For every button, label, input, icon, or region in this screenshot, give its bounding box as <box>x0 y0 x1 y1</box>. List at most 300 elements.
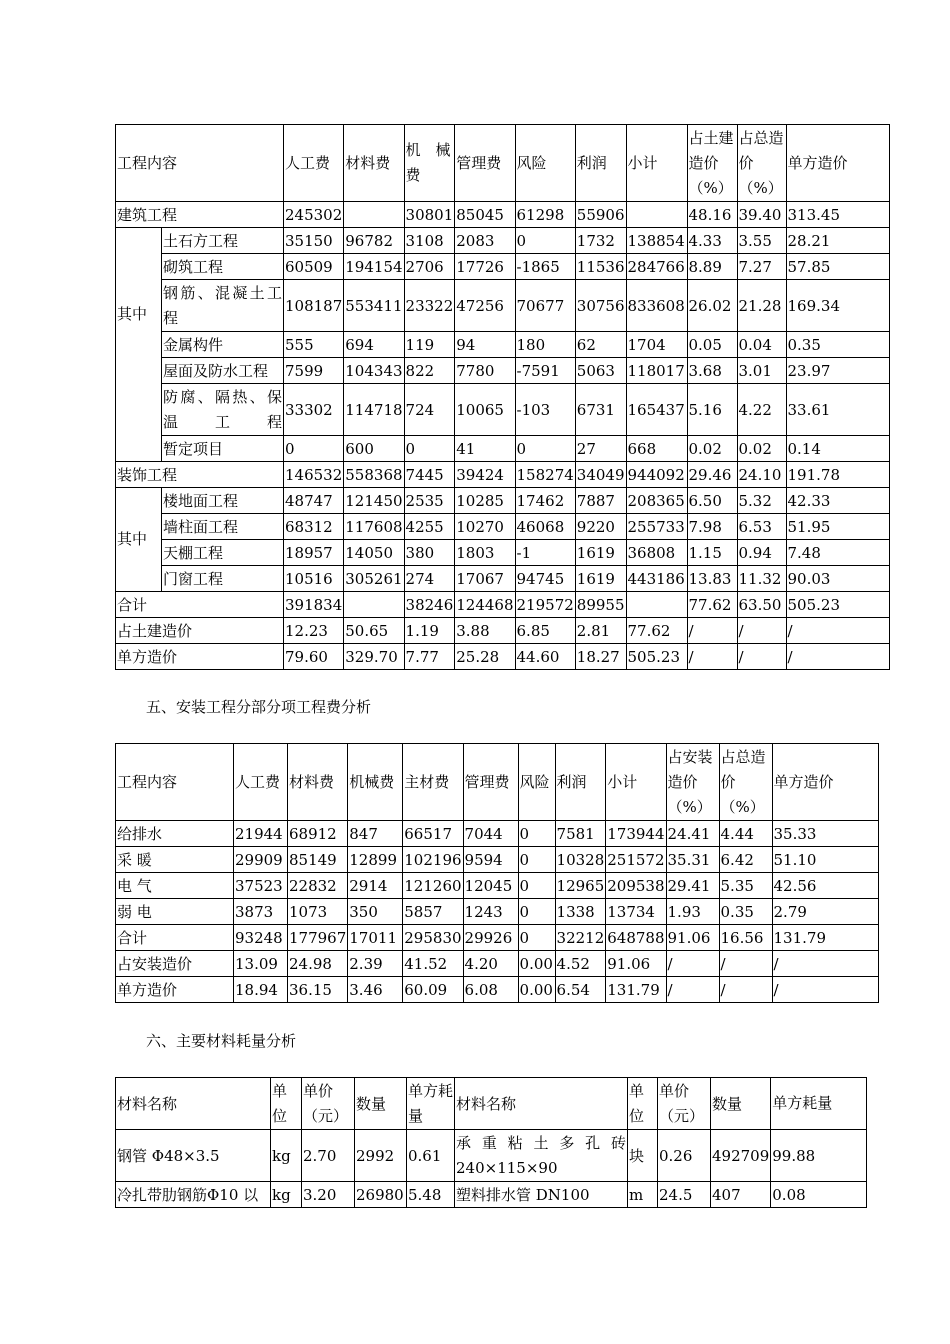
cell: 26.02 <box>687 280 737 332</box>
cell: 36808 <box>626 540 687 566</box>
cell: 10516 <box>284 566 344 592</box>
cell: 2992 <box>355 1130 407 1182</box>
cell: 245302 <box>284 202 344 228</box>
header-per-m2: 单方耗量 <box>407 1078 455 1130</box>
cell: 3.01 <box>737 358 786 384</box>
cell: 1.93 <box>666 899 719 925</box>
cell: 24.98 <box>288 951 348 977</box>
table-header-row <box>116 125 890 202</box>
header-risk: 风险 <box>518 744 555 821</box>
cell: 3.88 <box>455 618 515 644</box>
cell: 合计 <box>116 592 284 618</box>
cell: 钢管 Φ48×3.5 <box>116 1130 271 1182</box>
table-row <box>116 254 890 280</box>
cell: 93248 <box>234 925 288 951</box>
cell: 38246 <box>404 592 455 618</box>
cell: 124468 <box>455 592 515 618</box>
table-row <box>116 618 890 644</box>
table-row <box>116 847 879 873</box>
cell: 13.83 <box>687 566 737 592</box>
cell: 10285 <box>455 488 515 514</box>
cell <box>344 592 404 618</box>
cell: 305261 <box>344 566 404 592</box>
cell: 暂定项目 <box>162 436 284 462</box>
cell: 1619 <box>575 566 626 592</box>
cell: 5.16 <box>687 384 737 436</box>
cell: 94 <box>455 332 515 358</box>
header-profit: 利润 <box>575 125 626 202</box>
table-row <box>116 384 890 436</box>
cell: 77.62 <box>687 592 737 618</box>
cell: 68312 <box>284 514 344 540</box>
cell: / <box>786 644 889 670</box>
cell: 土石方工程 <box>162 228 284 254</box>
cell: 96782 <box>344 228 404 254</box>
cell: 22832 <box>288 873 348 899</box>
table-row <box>116 644 890 670</box>
header-material: 材料费 <box>288 744 348 821</box>
cell: 694 <box>344 332 404 358</box>
cell: 墙柱面工程 <box>162 514 284 540</box>
cell: 46068 <box>515 514 575 540</box>
cell: 274 <box>404 566 455 592</box>
cell: 668 <box>626 436 687 462</box>
header-management: 管理费 <box>463 744 518 821</box>
cell: 7780 <box>455 358 515 384</box>
cell: 0.61 <box>407 1130 455 1182</box>
cell: 79.60 <box>284 644 344 670</box>
cell: 99.88 <box>771 1130 867 1182</box>
cell: 407 <box>711 1182 771 1208</box>
table-row <box>116 202 890 228</box>
cell: 4.52 <box>555 951 606 977</box>
cell: 承重粘土多孔砖 240×115×90 <box>455 1130 628 1182</box>
cell: 29909 <box>234 847 288 873</box>
table-row <box>116 358 890 384</box>
cell: 23.97 <box>786 358 889 384</box>
header-unit-price: 单方造价 <box>772 744 878 821</box>
cell: 329.70 <box>344 644 404 670</box>
cell: 0.08 <box>771 1182 867 1208</box>
table-row <box>116 899 879 925</box>
cell: 0.35 <box>786 332 889 358</box>
cell: 85149 <box>288 847 348 873</box>
cell: 0 <box>515 436 575 462</box>
cell: 48.16 <box>687 202 737 228</box>
cell: 18.94 <box>234 977 288 1003</box>
table-row <box>116 280 890 332</box>
cell: 108187 <box>284 280 344 332</box>
cell: 505.23 <box>626 644 687 670</box>
cell: / <box>737 618 786 644</box>
cell: 冷扎带肋钢筋Φ10 以 <box>116 1182 271 1208</box>
cell: 4.20 <box>463 951 518 977</box>
cell: 219572 <box>515 592 575 618</box>
cell: 10270 <box>455 514 515 540</box>
cell: 32212 <box>555 925 606 951</box>
header-material-name-2: 材料名称 <box>455 1078 628 1130</box>
cell: 117608 <box>344 514 404 540</box>
cell: 6.08 <box>463 977 518 1003</box>
cell: kg <box>271 1130 302 1182</box>
header-machine: 机械费 <box>348 744 403 821</box>
cell: 1619 <box>575 540 626 566</box>
cell: 350 <box>348 899 403 925</box>
header-profit: 利润 <box>555 744 606 821</box>
cell: 塑料排水管 DN100 <box>455 1182 628 1208</box>
table-row <box>116 540 890 566</box>
header-labor: 人工费 <box>234 744 288 821</box>
cell: 1803 <box>455 540 515 566</box>
cell: / <box>666 951 719 977</box>
cell: m <box>628 1182 658 1208</box>
cell: 0 <box>404 436 455 462</box>
header-quantity: 数量 <box>355 1078 407 1130</box>
cell: 1243 <box>463 899 518 925</box>
cell: 5.48 <box>407 1182 455 1208</box>
cell: 48747 <box>284 488 344 514</box>
header-labor: 人工费 <box>284 125 344 202</box>
cell: 29.46 <box>687 462 737 488</box>
cell: 建筑工程 <box>116 202 284 228</box>
cell: / <box>719 951 772 977</box>
cell: / <box>666 977 719 1003</box>
cell: 209538 <box>606 873 666 899</box>
cell: 114718 <box>344 384 404 436</box>
cell: 505.23 <box>786 592 889 618</box>
cell: 173944 <box>606 821 666 847</box>
cell: 119 <box>404 332 455 358</box>
cell: 18957 <box>284 540 344 566</box>
cell <box>626 202 687 228</box>
cell: 33.61 <box>786 384 889 436</box>
header-subtotal: 小计 <box>606 744 666 821</box>
cell: 380 <box>404 540 455 566</box>
cell: 5.35 <box>719 873 772 899</box>
cell: / <box>772 951 878 977</box>
section-heading-materials: 六、主要材料耗量分析 <box>146 1032 297 1050</box>
cell: 单方造价 <box>116 644 284 670</box>
cell: 51.10 <box>772 847 878 873</box>
cell: 0.02 <box>737 436 786 462</box>
table-row <box>116 332 890 358</box>
cell: 8.89 <box>687 254 737 280</box>
cell: 0.94 <box>737 540 786 566</box>
cell: 25.28 <box>455 644 515 670</box>
cell: 5.32 <box>737 488 786 514</box>
cell: 313.45 <box>786 202 889 228</box>
cell: 合计 <box>116 925 234 951</box>
cell: 占安装造价 <box>116 951 234 977</box>
cell: 14050 <box>344 540 404 566</box>
header-subtotal: 小计 <box>626 125 687 202</box>
cell: 47256 <box>455 280 515 332</box>
cell: 68912 <box>288 821 348 847</box>
cell: 443186 <box>626 566 687 592</box>
header-machine <box>404 125 455 202</box>
cell: 7044 <box>463 821 518 847</box>
cell: -103 <box>515 384 575 436</box>
cell: 13734 <box>606 899 666 925</box>
table-row <box>116 228 890 254</box>
cell: 57.85 <box>786 254 889 280</box>
cell: 0 <box>518 925 555 951</box>
cell: 37523 <box>234 873 288 899</box>
cell: 194154 <box>344 254 404 280</box>
cell: 砌筑工程 <box>162 254 284 280</box>
cell: 2914 <box>348 873 403 899</box>
header-material-name: 材料名称 <box>116 1078 271 1130</box>
table-row-total <box>116 925 879 951</box>
cell: 0.26 <box>658 1130 711 1182</box>
cell: 21.28 <box>737 280 786 332</box>
cell: 131.79 <box>606 977 666 1003</box>
cell: 191.78 <box>786 462 889 488</box>
cell: 77.62 <box>626 618 687 644</box>
header-management: 管理费 <box>455 125 515 202</box>
cell: 金属构件 <box>162 332 284 358</box>
cell: 0.05 <box>687 332 737 358</box>
section-heading-install: 五、安装工程分部分项工程费分析 <box>146 698 372 716</box>
cell: 847 <box>348 821 403 847</box>
cell: 3.20 <box>302 1182 355 1208</box>
cell: 1704 <box>626 332 687 358</box>
cell: 4.44 <box>719 821 772 847</box>
cell <box>344 202 404 228</box>
cell: / <box>719 977 772 1003</box>
cell: -7591 <box>515 358 575 384</box>
cell: / <box>687 618 737 644</box>
cell: 41 <box>455 436 515 462</box>
cell: 70677 <box>515 280 575 332</box>
cell: 66517 <box>403 821 463 847</box>
cell: 0.00 <box>518 951 555 977</box>
cell: kg <box>271 1182 302 1208</box>
cell: 23322 <box>404 280 455 332</box>
table-row <box>116 436 890 462</box>
cell: 门窗工程 <box>162 566 284 592</box>
cell: 6.50 <box>687 488 737 514</box>
group-label: 其中 <box>116 228 162 462</box>
cell: 12965 <box>555 873 606 899</box>
cell: 9594 <box>463 847 518 873</box>
cell: 12.23 <box>284 618 344 644</box>
cell: 61298 <box>515 202 575 228</box>
cell: 102196 <box>403 847 463 873</box>
cell: 85045 <box>455 202 515 228</box>
cell: 62 <box>575 332 626 358</box>
cell: 180 <box>515 332 575 358</box>
table-header-row <box>116 744 879 821</box>
cell: 29926 <box>463 925 518 951</box>
cell: 0 <box>518 873 555 899</box>
cell: 7887 <box>575 488 626 514</box>
cell: 10328 <box>555 847 606 873</box>
cell: 天棚工程 <box>162 540 284 566</box>
cell: 楼地面工程 <box>162 488 284 514</box>
cell: 7.77 <box>404 644 455 670</box>
header-pct-total: 占总造价（%） <box>719 744 772 821</box>
install-cost-table <box>115 743 879 1003</box>
cell: 5857 <box>403 899 463 925</box>
cell: 6.54 <box>555 977 606 1003</box>
cell: 1732 <box>575 228 626 254</box>
cell: 158274 <box>515 462 575 488</box>
cell: 0 <box>284 436 344 462</box>
cell: 4.22 <box>737 384 786 436</box>
header-unit-2: 单位 <box>628 1078 658 1130</box>
cell: 255733 <box>626 514 687 540</box>
group-label: 其中 <box>116 488 162 592</box>
cell: 11.32 <box>737 566 786 592</box>
cell: 块 <box>628 1130 658 1182</box>
cell: 9220 <box>575 514 626 540</box>
cell: 822 <box>404 358 455 384</box>
cell: 558368 <box>344 462 404 488</box>
cell: 7599 <box>284 358 344 384</box>
cell: 1073 <box>288 899 348 925</box>
cell: 391834 <box>284 592 344 618</box>
cell: 0.14 <box>786 436 889 462</box>
cell: / <box>687 644 737 670</box>
table-row <box>116 977 879 1003</box>
cell: 555 <box>284 332 344 358</box>
header-quantity-2: 数量 <box>711 1078 771 1130</box>
header-content: 工程内容 <box>116 744 234 821</box>
cell: 1.19 <box>404 618 455 644</box>
cell: 28.21 <box>786 228 889 254</box>
cell: 6.42 <box>719 847 772 873</box>
cell: 492709 <box>711 1130 771 1182</box>
header-pct-install: 占安装造价（%） <box>666 744 719 821</box>
cell: 装饰工程 <box>116 462 284 488</box>
cell: 34049 <box>575 462 626 488</box>
cell: 600 <box>344 436 404 462</box>
cell: 833608 <box>626 280 687 332</box>
cell: 35150 <box>284 228 344 254</box>
cell: 12045 <box>463 873 518 899</box>
material-consumption-table <box>115 1077 867 1208</box>
header-content: 工程内容 <box>116 125 284 202</box>
cell: / <box>786 618 889 644</box>
cell: 6.53 <box>737 514 786 540</box>
cell: 24.10 <box>737 462 786 488</box>
cell: 17726 <box>455 254 515 280</box>
civil-cost-table <box>115 124 890 670</box>
cell: 169.34 <box>786 280 889 332</box>
cell: 24.5 <box>658 1182 711 1208</box>
cell: 55906 <box>575 202 626 228</box>
cell: 63.50 <box>737 592 786 618</box>
header-price-2: 单价（元） <box>658 1078 711 1130</box>
cell: 钢筋、混凝土工程 <box>162 280 284 332</box>
cell: 91.06 <box>606 951 666 977</box>
header-machine-label: 机 械费 <box>405 141 451 184</box>
cell: 7581 <box>555 821 606 847</box>
cell: 10065 <box>455 384 515 436</box>
table-row <box>116 514 890 540</box>
cell: 3.46 <box>348 977 403 1003</box>
header-unit-price: 单方造价 <box>786 125 889 202</box>
cell: 30756 <box>575 280 626 332</box>
table-row <box>116 1182 867 1208</box>
cell: 42.56 <box>772 873 878 899</box>
cell: 94745 <box>515 566 575 592</box>
cell: 电 气 <box>116 873 234 899</box>
cell: 284766 <box>626 254 687 280</box>
cell: 30801 <box>404 202 455 228</box>
cell: 39424 <box>455 462 515 488</box>
cell: 2.81 <box>575 618 626 644</box>
cell: 0 <box>518 847 555 873</box>
cell: 6.85 <box>515 618 575 644</box>
header-material: 材料费 <box>344 125 404 202</box>
cell: 90.03 <box>786 566 889 592</box>
cell: 单方造价 <box>116 977 234 1003</box>
cell: 3.55 <box>737 228 786 254</box>
cell: 118017 <box>626 358 687 384</box>
cell: 24.41 <box>666 821 719 847</box>
table-row-total <box>116 592 890 618</box>
cell: 7.48 <box>786 540 889 566</box>
cell: 7445 <box>404 462 455 488</box>
cell: 27 <box>575 436 626 462</box>
cell: 26980 <box>355 1182 407 1208</box>
cell: 29.41 <box>666 873 719 899</box>
cell: -1 <box>515 540 575 566</box>
cell: 146532 <box>284 462 344 488</box>
cell: 165437 <box>626 384 687 436</box>
cell: 2083 <box>455 228 515 254</box>
cell: 17462 <box>515 488 575 514</box>
cell: 17011 <box>348 925 403 951</box>
header-pct-total: 占总造价（%） <box>737 125 786 202</box>
cell: / <box>772 977 878 1003</box>
cell: 弱 电 <box>116 899 234 925</box>
cell: 0.04 <box>737 332 786 358</box>
table-row <box>116 488 890 514</box>
cell: 138854 <box>626 228 687 254</box>
cell: 1338 <box>555 899 606 925</box>
header-pct-civil: 占土建造价（%） <box>687 125 737 202</box>
table-row <box>116 1130 867 1182</box>
cell: 0.00 <box>518 977 555 1003</box>
cell: 35.31 <box>666 847 719 873</box>
cell: 17067 <box>455 566 515 592</box>
cell: 1.15 <box>687 540 737 566</box>
table-row <box>116 566 890 592</box>
cell: 18.27 <box>575 644 626 670</box>
cell: 11536 <box>575 254 626 280</box>
cell: 2706 <box>404 254 455 280</box>
cell: 295830 <box>403 925 463 951</box>
cell: 60509 <box>284 254 344 280</box>
cell: 648788 <box>606 925 666 951</box>
cell: 0 <box>515 228 575 254</box>
cell: 33302 <box>284 384 344 436</box>
cell: 177967 <box>288 925 348 951</box>
cell: 0 <box>518 899 555 925</box>
cell: 60.09 <box>403 977 463 1003</box>
cell: -1865 <box>515 254 575 280</box>
table-header-row <box>116 1078 867 1130</box>
cell: 208365 <box>626 488 687 514</box>
cell: 采 暖 <box>116 847 234 873</box>
cell: 给排水 <box>116 821 234 847</box>
cell: 3108 <box>404 228 455 254</box>
cell: 36.15 <box>288 977 348 1003</box>
header-unit: 单位 <box>271 1078 302 1130</box>
